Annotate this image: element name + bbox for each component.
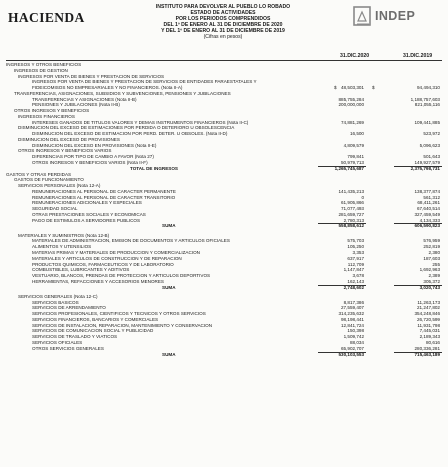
value-2020: 112,709 (347, 261, 364, 267)
value-2019: 252,819 (423, 244, 440, 250)
subtotal-rule-2020 (318, 285, 366, 286)
subtotal-rule-2019 (394, 166, 442, 167)
header-units: (Cifras en pesos) (203, 34, 243, 41)
value-2019: 80,616 (425, 339, 440, 345)
row-label: DISMINUCION DEL EXCESO EN PROVISIONES (Nota II-E) (32, 142, 157, 148)
value-2019: 187,603 (423, 255, 440, 261)
row-label: SERVICIOS DE COMUNICACION SOCIAL Y PUBLICIDAD (32, 328, 154, 334)
value-2019: 21,247,802 (417, 305, 440, 311)
subtotal-rule-2019 (394, 285, 442, 286)
value-2019: 67,640,514 (417, 206, 440, 212)
value-2020: 885,755,284 (338, 96, 364, 102)
subtotal-rule-2020 (318, 166, 366, 167)
row-label: INGRESOS POR VENTA DE BIENES Y PRESTACION DE SERVICIOS DE ENTIDADES PARAESTATALES Y (32, 79, 257, 85)
value-2020: 314,235,632 (338, 311, 364, 317)
row-label: FIDEICOMISOS NO EMPRESARIALES Y NO FINANCIEROS. (Nota II-A) (32, 85, 183, 91)
row-label: PENSIONES Y JUBILACIONES (Nota II-B) (32, 102, 120, 108)
currency-symbol-2019: $ (372, 85, 375, 91)
value-2020: 8,817,386 (343, 299, 364, 305)
row-label: SERVICIOS OFICIALES (32, 339, 83, 345)
value-2019: 11,263,173 (417, 299, 440, 305)
value-2020: 141,435,213 (338, 188, 364, 194)
indep-logo (353, 6, 445, 32)
value-2019: 94,494,310 (417, 85, 440, 91)
value-2020: 637,917 (347, 255, 364, 261)
value-2020: 1,509,742 (343, 334, 364, 340)
column-header-2020: 31.DIC.2020 (340, 53, 370, 59)
subtotal-rule-2019 (394, 223, 442, 224)
row-label: SERVICIOS DE INSTALACION, REPARACION, MANTENIMIENTO Y CONSERVACION (32, 322, 213, 328)
value-2020: 799,841 (347, 154, 364, 160)
value-2019: 4,134,333 (419, 217, 440, 223)
value-2019: 1,188,757,603 (410, 96, 440, 102)
value-2019: 2,375,798,731 (410, 165, 440, 171)
value-2019: 2,380 (428, 250, 440, 255)
value-2019: 3,020,743 (419, 284, 440, 290)
value-2019: 11,931,798 (417, 322, 440, 328)
subtotal-rule-2019 (394, 352, 442, 353)
value-2019: 149,927,579 (414, 160, 440, 166)
row-label: INGRESOS FINANCIEROS (18, 113, 75, 119)
row-label: GASTOS Y OTRAS PERDIDAS (6, 171, 72, 177)
value-2020: 558,858,612 (338, 223, 364, 229)
statement-header (98, 4, 348, 41)
row-label: SERVICIOS DE ARRENDAMIENTO (32, 305, 106, 311)
value-2020: 88,034 (349, 339, 364, 345)
row-label: INGRESOS POR VENTA DE BIENES Y PRESTACION DE SERVICIOS (18, 73, 165, 79)
value-2019: 2,389 (428, 273, 440, 279)
value-2020: 105,250 (347, 244, 364, 250)
value-2020: 61,905,866 (341, 200, 364, 206)
value-2019: 5,096,623 (419, 142, 440, 148)
value-2019: 305,372 (423, 278, 440, 284)
row-label: DISMINUCION DEL EXCESO DE PROVISIONES (18, 136, 120, 142)
value-2020: 3,353 (352, 250, 364, 255)
value-2019: 606,590,823 (414, 223, 440, 229)
row-label: HERRAMIENTAS, REFACCIONES Y ACCESORIOS MENORES (32, 278, 164, 284)
indep-logo-text: INDEP (375, 9, 416, 23)
value-2020: 0 (361, 194, 364, 200)
value-2019: 109,441,885 (414, 119, 440, 125)
value-2020: 2,748,602 (343, 284, 364, 290)
row-label: OTROS SERVICIOS GENERALES (32, 345, 104, 351)
value-2019: 821,055,116 (414, 102, 440, 108)
value-2020: 3,678 (352, 273, 364, 279)
row-label: REMUNERACIONES AL PERSONAL DE CARACTER PERMANENTE (32, 188, 176, 194)
row-label: SERVICIOS PROFESIONALES, CIENTIFICOS Y TECNICOS Y OTROS SERVICIOS (32, 311, 206, 317)
row-label: INTERESES GANADOS DE TITULOS VALORES Y DEMAS INSTRUMENTOS FINANCIEROS (Nota II-C) (32, 119, 249, 125)
header-institution: INSTITUTO PARA DEVOLVER AL PUEBLO LO ROBADO (155, 4, 291, 10)
value-2020: 1,147,847 (343, 267, 364, 273)
row-label: SUMA (162, 351, 176, 357)
value-2020: 65,902,707 (341, 345, 364, 351)
row-label: PRODUCTOS QUIMICOS, FARMACEUTICOS Y DE LABORATORIO (32, 261, 174, 267)
row-label: OTRAS PRESTACIONES SOCIALES Y ECONOMICAS (32, 211, 146, 217)
header-period-2020: DEL 1º DE ENERO AL 31 DE DICIEMBRE DE 2020 (163, 22, 283, 29)
value-2019: 576,959 (423, 238, 440, 244)
row-label: REMUNERACIONES AL PERSONAL DE CARACTER TRANSITORIO (32, 194, 176, 200)
row-label: DISMINUCION DEL EXCESO DE ESTIMACION POR PERD. DETER. U OBSOLES. (Nota II-D) (32, 131, 228, 137)
row-label: OTROS INGRESOS Y BENEFICIOS VARIOS (18, 148, 112, 154)
value-2019: 327,459,549 (414, 211, 440, 217)
row-label: SERVICIOS PERSONALES (Nota 12-A) (18, 183, 101, 189)
value-2019: 7,445,031 (419, 328, 440, 334)
value-2020: 4,809,579 (343, 142, 364, 148)
value-2019: 561,312 (423, 194, 440, 200)
value-2020: 12,841,724 (341, 322, 364, 328)
row-label: VESTUARIO, BLANCOS, PRENDAS DE PROTECCION Y ARTICULOS DEPORTIVOS (32, 273, 211, 279)
header-period-2019: Y DEL 1º DE ENERO AL 31 DE DICIEMBRE DE 2019 (161, 28, 285, 35)
value-2019: 501,643 (423, 154, 440, 160)
row-label: INGRESOS Y OTROS BENEFICIOS (6, 62, 82, 67)
value-2019: 138,377,874 (414, 188, 440, 194)
row-label: MATERIALES Y ARTICULOS DE CONSTRUCCION Y DE REPARACION (32, 255, 182, 261)
row-label: SERVICIOS FINANCIEROS, BANCARIOS Y COMERCIALES (32, 316, 159, 322)
row-label: SEGURIDAD SOCIAL (32, 206, 78, 212)
row-label: TOTAL DE INGRESOS (130, 165, 178, 171)
row-label: ALIMENTOS Y UTENSILIOS (32, 244, 92, 250)
row-label: COMBUSTIBLES, LUBRICANTES Y ADITIVOS (32, 267, 130, 273)
row-label: TRANSFERENCIAS, ASIGNACIONES, SUBSIDIOS Y SUBVENCIONES, PENSIONES Y JUBILACIONES (14, 90, 231, 96)
total-row (0, 352, 448, 358)
row-label: GASTOS DE FUNCIONAMIENTO (14, 177, 84, 183)
value-2020: 27,559,407 (341, 305, 364, 311)
value-2020: 74,881,269 (341, 119, 364, 125)
value-2019: 715,463,189 (414, 351, 440, 357)
row-label: SERVICIOS BASICOS (32, 299, 79, 305)
row-label: OTROS INGRESOS Y BENEFICIOS (14, 108, 90, 114)
header-statement-name: ESTADO DE ACTIVIDADES (190, 10, 256, 17)
statement-table (0, 62, 448, 357)
hacienda-logo: HACIENDA (8, 10, 85, 25)
value-2020: 16,500 (349, 131, 364, 137)
row-label: REMUNERACIONES ADICIONALES Y ESPECIALES (32, 200, 142, 206)
value-2020: 98,198,441 (341, 316, 364, 322)
subtotal-rule-2020 (318, 352, 366, 353)
column-header-2019: 31.DIC.2019 (403, 53, 433, 59)
row-label: PAGO DE ESTIMULOS A SERVIDORES PUBLICOS (32, 217, 141, 223)
value-2019: 354,248,846 (414, 311, 440, 317)
header-periods: POR LOS PERIODOS COMPRENDIDOS (175, 16, 271, 23)
value-2019: 26,720,599 (417, 316, 440, 322)
currency-symbol-2020: $ (334, 85, 337, 91)
value-2019: 523,972 (423, 131, 440, 137)
row-label: MATERIAS PRIMAS Y MATERIALES DE PRODUCCION Y COMERCIALIZACION (32, 250, 200, 255)
value-2020: 200,000,000 (338, 102, 364, 108)
row-label: SUMA (162, 223, 176, 229)
value-2020: 1,265,745,687 (334, 165, 364, 171)
value-2019: 280,336,281 (414, 345, 440, 351)
row-label: OTROS INGRESOS Y BENEFICIOS VARIOS (Nota II-F) (32, 160, 148, 166)
row-label: DISMINUCION DEL EXCESO DE ESTIMACIONES POR PERDIDA O DETERIORO U OBSOLESCENCIA (18, 125, 235, 131)
value-2019: 68,411,261 (417, 200, 440, 206)
row-label: SERVICIOS GENERALES (Nota 12-C) (18, 293, 98, 299)
value-2020: 162,143 (347, 278, 364, 284)
row-label: MATERIALES Y SUMINISTROS (Nota 12-B) (18, 232, 110, 238)
column-header-rule (6, 60, 442, 61)
row-label: SUMA (162, 284, 176, 290)
indep-logo-icon (353, 6, 373, 28)
value-2019: 1,692,963 (419, 267, 440, 273)
value-2020: 48,503,301 (341, 85, 364, 91)
row-label: INGRESOS DE GESTION (14, 67, 68, 73)
value-2020: 150,398 (347, 328, 364, 334)
value-2019: 2,189,343 (419, 334, 440, 340)
value-2020: 575,703 (347, 238, 364, 244)
value-2020: 71,077,493 (341, 206, 364, 212)
value-2020: 2,780,313 (343, 217, 364, 223)
row-label: MATERIALES DE ADMINISTRACION, EMISION DE DOCUMENTOS Y ARTICULOS OFICIALES (32, 238, 230, 244)
row-label: DIFERENCIAS POR TIPO DE CAMBIO A FAVOR (Nota 27) (32, 154, 154, 160)
value-2020: 281,659,727 (338, 211, 364, 217)
subtotal-rule-2020 (318, 223, 366, 224)
row-label: TRANSFERENCIAS Y ASIGNACIONES (Nota II-B) (32, 96, 137, 102)
value-2020: 530,103,553 (338, 351, 364, 357)
value-2019: 255 (432, 261, 440, 267)
value-2020: 50,979,713 (341, 160, 364, 166)
row-label: SERVICIOS DE TRASLADO Y VIATICOS (32, 334, 118, 340)
